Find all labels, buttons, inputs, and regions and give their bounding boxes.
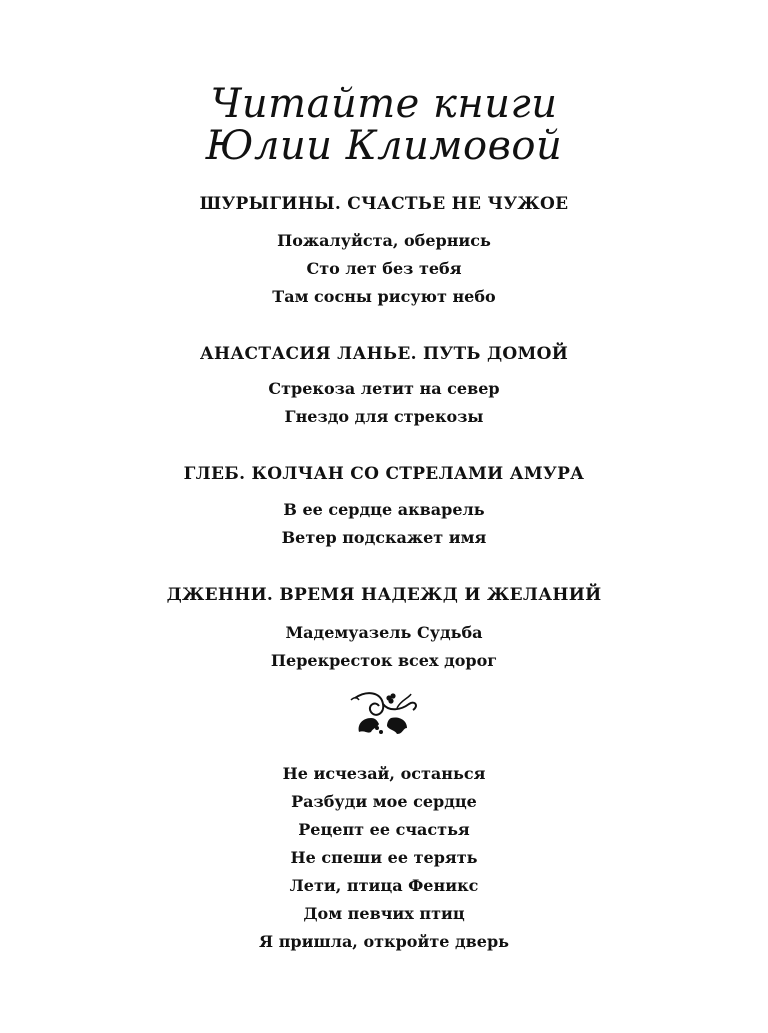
book-title: Пожалуйста, обернись [277,231,491,250]
book-title: Мадемуазель Судьба [285,623,483,642]
book-title: Не спеши ее терять [290,848,478,867]
page-title-line-2: Юлии Климовой [205,123,563,169]
book-title: Гнездо для стрекозы [284,407,484,426]
page-title-line-1: Читайте книги [210,81,558,127]
series-heading: АНАСТАСИЯ ЛАНЬЕ. ПУТЬ ДОМОЙ [199,344,569,364]
book-title: Сто лет без тебя [306,259,462,278]
book-title: Не исчезай, останься [282,764,486,783]
vine-leaf-ornament-icon [349,688,423,740]
book-title: В ее сердце акварель [283,500,485,519]
book-title: Там сосны рисуют небо [272,287,496,306]
series-heading: ШУРЫГИНЫ. СЧАСТЬЕ НЕ ЧУЖОЕ [199,194,569,214]
series-heading: ГЛЕБ. КОЛЧАН СО СТРЕЛАМИ АМУРА [183,464,585,484]
book-title: Я пришла, откройте дверь [259,932,509,951]
book-title: Стрекоза летит на север [268,379,500,398]
book-title: Разбуди мое сердце [291,792,477,811]
series-heading: ДЖЕННИ. ВРЕМЯ НАДЕЖД И ЖЕЛАНИЙ [166,585,602,605]
book-title: Дом певчих птиц [303,904,465,923]
book-title: Лети, птица Феникс [289,876,479,895]
book-title: Рецепт ее счастья [298,820,470,839]
book-title: Перекресток всех дорог [270,651,498,670]
book-title: Ветер подскажет имя [281,528,487,547]
